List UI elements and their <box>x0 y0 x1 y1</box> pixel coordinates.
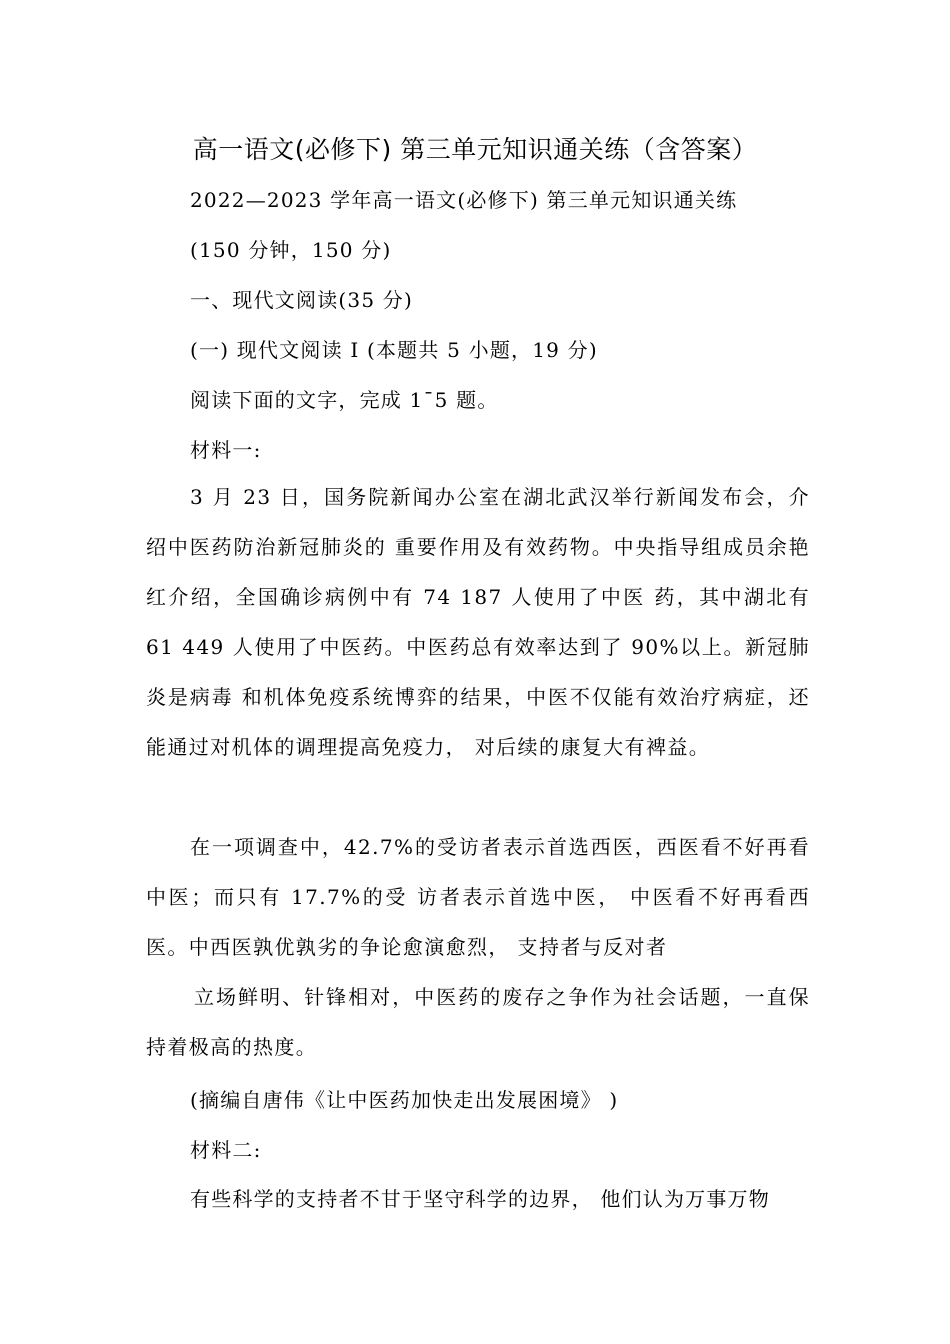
source-citation: (摘编自唐伟《让中医药加快走出发展困境》 ) <box>190 1088 619 1112</box>
document-subtitle: 2022—2023 学年高一语文(必修下) 第三单元知识通关练 <box>190 188 738 212</box>
material-label: 材料二: <box>190 1138 262 1162</box>
material-label: 材料一: <box>190 438 262 462</box>
material-1-paragraph-2: 在一项调查中，42.7%的受访者表示首选西医，西医看不好再看中医；而只有 17.7%的受 访者表示首选中医， 中医看不好再看西医。中西医孰优孰劣的争论愈演愈烈， 支持者与反对者 <box>146 835 810 959</box>
section-heading: 一、现代文阅读(35 分) <box>190 288 414 312</box>
material-2-paragraph-1: 有些科学的支持者不甘于坚守科学的边界， 他们认为万事万物 <box>190 1187 770 1211</box>
time-score: (150 分钟，150 分) <box>190 238 392 262</box>
material-1-paragraph-1: 3 月 23 日，国务院新闻办公室在湖北武汉举行新闻发布会，介绍中医药防治新冠肺炎的 重要作用及有效药物。中央指导组成员余艳红介绍，全国确诊病例中有 74 187 人使用了中医 药，其中湖北有 61 449 人使用了中医药。中医药总有效率达到了 90%以上。新冠肺炎是病毒 和机体免疫系统博弈的结果，中医不仅能有效治疗病症，还能通过对机体的调理提高免疫力， 对后续的康复大有裨益。 <box>146 485 810 759</box>
document-title: 高一语文(必修下) 第三单元知识通关练（含答案） <box>192 135 758 164</box>
subsection-heading: (一) 现代文阅读 I (本题共 5 小题，19 分) <box>190 338 598 362</box>
material-1-paragraph-3: 立场鲜明、针锋相对，中医药的废存之争作为社会话题，一直保持着极高的热度。 <box>146 985 810 1059</box>
instruction-text: 阅读下面的文字，完成 1¯5 题。 <box>190 388 499 412</box>
